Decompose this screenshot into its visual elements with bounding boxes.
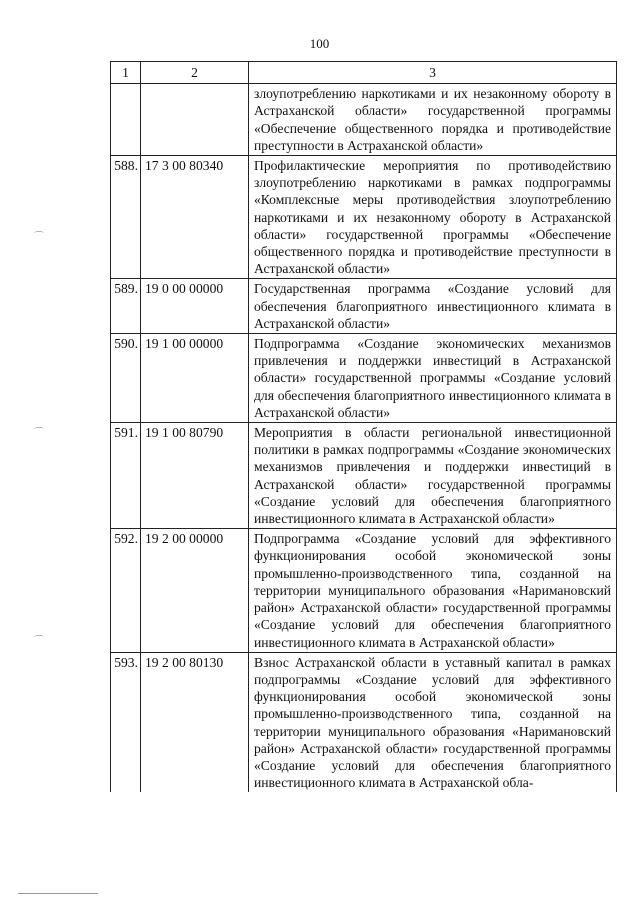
- table-row: [111, 156, 617, 279]
- margin-scan-mark: ⌒: [34, 232, 44, 243]
- page-number: 100: [309, 36, 330, 51]
- row-description: Подпрограмма «Создание экономических механизмов привлечения и поддержки инвестиций в Астраханской области» государственной программы «Создание условий для обеспечения благоприятного инвестиционного климата в Астраханской области»: [249, 334, 617, 423]
- row-description: Профилактические мероприятия по противодействию злоупотреблению наркотиками в рамках подпрограммы «Комплексные меры противодействия злоупотреблению наркотиками и их незаконному обороту в Астраханской области» государственной программы «Обеспечение общественного порядка и противодействие преступности в Астраханской области»: [249, 156, 617, 279]
- table-row: [111, 652, 617, 792]
- row-code: 19 0 00 00000: [141, 279, 249, 334]
- row-description: Взнос Астраханской области в уставный капитал в рамках подпрограммы «Создание условий для эффективного функционирования особой экономической зоны промышленно-производственного типа, созданной на территории муниципального образования «Наримановский район» Астраханской области» государственной программы «Создание условий для обеспечения благоприятного инвестиционного климата в Астраханской обла-: [249, 652, 617, 792]
- header-col-2: 2: [141, 62, 249, 84]
- margin-scan-mark: ⌒: [34, 636, 44, 647]
- margin-scan-mark: ⌒: [34, 428, 44, 439]
- row-number: 589.: [111, 279, 141, 334]
- table-row: [111, 529, 617, 652]
- row-number: 590.: [111, 334, 141, 423]
- row-code: 19 2 00 00000: [141, 529, 249, 652]
- budget-classification-table: [110, 61, 617, 792]
- row-code: 19 1 00 00000: [141, 334, 249, 423]
- table-row: [111, 423, 617, 529]
- row-number: [111, 84, 141, 156]
- header-col-3: 3: [249, 62, 617, 84]
- header-col-1: 1: [111, 62, 141, 84]
- row-number: 588.: [111, 156, 141, 279]
- row-description: Государственная программа «Создание условий для обеспечения благоприятного инвестиционного климата в Астраханской области»: [249, 279, 617, 334]
- table-row: [111, 334, 617, 423]
- row-description: Мероприятия в области региональной инвестиционной политики в рамках подпрограммы «Создание экономических механизмов привлечения и поддержки инвестиций в Астраханской области» государственной программы «Создание условий для обеспечения благоприятного инвестиционного климата в Астраханской области»: [249, 423, 617, 529]
- row-code: 17 3 00 80340: [141, 156, 249, 279]
- table-header-row: [111, 62, 617, 84]
- scan-bottom-line: [18, 893, 98, 894]
- row-number: 593.: [111, 652, 141, 792]
- row-number: 592.: [111, 529, 141, 652]
- row-code: [141, 84, 249, 156]
- row-number: 591.: [111, 423, 141, 529]
- row-code: 19 1 00 80790: [141, 423, 249, 529]
- row-description: злоупотреблению наркотиками и их незаконному обороту в Астраханской области» государственной программы «Обеспечение общественного порядка и противодействие преступности в Астраханской области»: [249, 84, 617, 156]
- table-row: [111, 84, 617, 156]
- table-row: [111, 279, 617, 334]
- row-description: Подпрограмма «Создание условий для эффективного функционирования особой экономической зоны промышленно-производственного типа, созданной на территории муниципального образования «Наримановский район» Астраханской области» государственной программы «Создание условий для обеспечения благоприятного инвестиционного климата в Астраханской области»: [249, 529, 617, 652]
- row-code: 19 2 00 80130: [141, 652, 249, 792]
